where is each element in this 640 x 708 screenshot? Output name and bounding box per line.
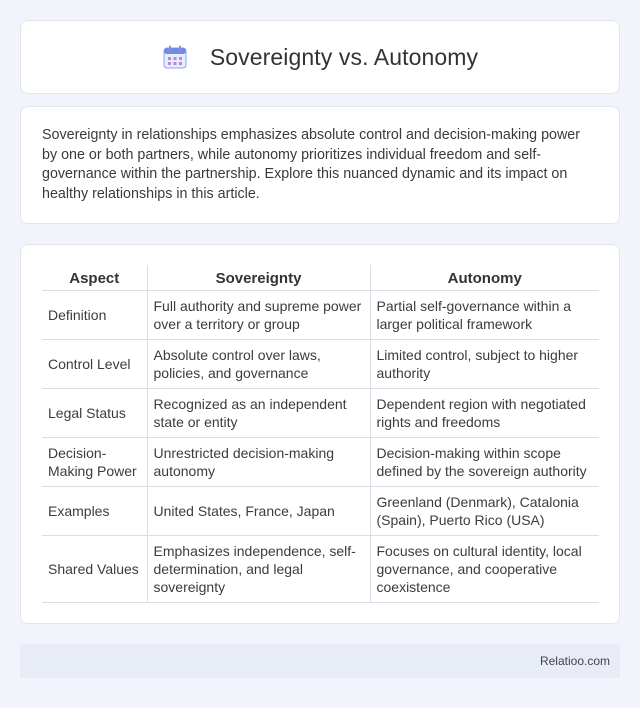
- row-sovereignty-cell: Absolute control over laws, policies, and governance: [147, 339, 370, 388]
- row-autonomy-cell: Dependent region with negotiated rights and freedoms: [370, 388, 599, 437]
- footer-bar: [20, 644, 620, 678]
- page-title: Sovereignty vs. Autonomy: [209, 43, 479, 70]
- row-sovereignty-cell: Full authority and supreme power over a territory or group: [147, 290, 370, 339]
- comparison-table-card: [20, 244, 620, 624]
- column-header-autonomy: Autonomy: [370, 265, 599, 290]
- comparison-table: [42, 265, 599, 603]
- row-aspect-cell: Shared Values: [42, 535, 147, 602]
- row-sovereignty-cell: United States, France, Japan: [147, 486, 370, 535]
- table-row: [42, 388, 599, 437]
- row-sovereignty-cell: Unrestricted decision-making autonomy: [147, 437, 370, 486]
- table-row: [42, 486, 599, 535]
- row-autonomy-cell: Decision-making within scope defined by the sovereign authority: [370, 437, 599, 486]
- table-header-row: [42, 265, 599, 290]
- row-sovereignty-cell: Recognized as an independent state or entity: [147, 388, 370, 437]
- row-autonomy-cell: Greenland (Denmark), Catalonia (Spain), Puerto Rico (USA): [370, 486, 599, 535]
- table-row: [42, 437, 599, 486]
- table-row: [42, 339, 599, 388]
- row-aspect-cell: Definition: [42, 290, 147, 339]
- row-aspect-cell: Decision-Making Power: [42, 437, 147, 486]
- column-header-aspect: Aspect: [42, 265, 147, 290]
- row-aspect-cell: Examples: [42, 486, 147, 535]
- footer-site-link[interactable]: Relatioo.com: [539, 654, 610, 668]
- calendar-icon: [162, 44, 188, 70]
- row-aspect-cell: Control Level: [42, 339, 147, 388]
- column-header-sovereignty: Sovereignty: [147, 265, 370, 290]
- row-autonomy-cell: Limited control, subject to higher authority: [370, 339, 599, 388]
- intro-card: [20, 106, 620, 224]
- intro-text: Sovereignty in relationships emphasizes absolute control and decision-making power by one or both partners, while autonomy prioritizes individual freedom and self-governance within the partnership. Explore this nuanced dynamic and its impact on healthy relationships in this article.: [42, 127, 581, 202]
- row-sovereignty-cell: Emphasizes independence, self-determination, and legal sovereignty: [147, 535, 370, 602]
- row-aspect-cell: Legal Status: [42, 388, 147, 437]
- row-autonomy-cell: Partial self-governance within a larger political framework: [370, 290, 599, 339]
- table-row: [42, 535, 599, 602]
- row-autonomy-cell: Focuses on cultural identity, local governance, and cooperative coexistence: [370, 535, 599, 602]
- title-wrap: [162, 44, 478, 71]
- header-card: [20, 20, 620, 94]
- table-row: [42, 290, 599, 339]
